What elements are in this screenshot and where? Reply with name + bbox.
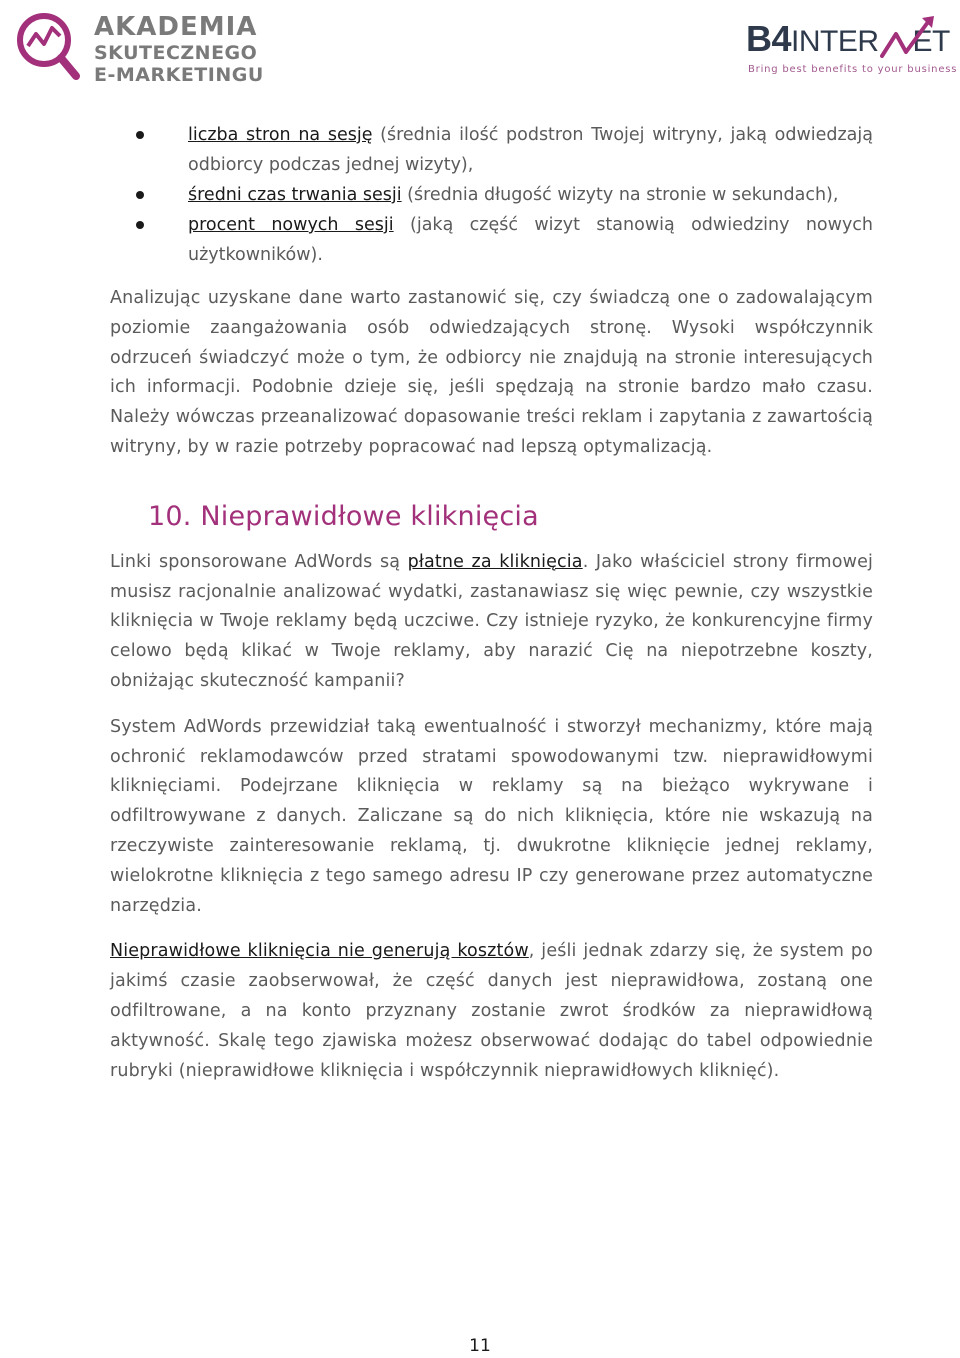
list-item xyxy=(110,210,873,270)
paragraph-sponsored-links xyxy=(110,548,873,697)
paragraph-analysis-part-b: Wysoki współczynnik odrzuceń świadczyć może o tym, że odbiorcy nie znajdują na stronie interesujących ich informacji. xyxy=(110,317,873,398)
paragraph-rest: Jako właściciel strony firmowej musisz racjonalnie analizować wydatki, zastanawiasz się więc pewnie, czy wszystkie kliknięcia w Twoje reklamy będą uczciwe. Czy istnieje ryzyko, że konkurencyjne firmy celowo będą klikać w Twoje reklamy, aby narazić Cię na niepotrzebne koszty, obniżając skuteczność kampanii? xyxy=(110,551,874,691)
list-item-text: (średnia długość wizyty na stronie w sekundach), xyxy=(401,185,839,205)
paragraph-emphasis: płatne za kliknięcia xyxy=(407,551,583,572)
brand-et: ET xyxy=(912,25,950,58)
main-content xyxy=(110,120,873,1086)
page-number: 11 xyxy=(469,1336,491,1356)
paragraph-lead: Linki sponsorowane AdWords są xyxy=(110,551,408,572)
akademia-logo xyxy=(14,8,264,88)
brand-tagline: Bring best benefits to your business xyxy=(748,64,958,75)
magnifier-chart-logo-icon xyxy=(14,10,84,84)
list-item-term: procent nowych sesji xyxy=(188,215,394,235)
bullet-icon xyxy=(136,221,144,229)
section-title: Nieprawidłowe kliknięcia xyxy=(200,500,539,532)
bullet-icon xyxy=(136,131,144,139)
paragraph-emphasis: Nieprawidłowe kliknięcia nie generują kosztów xyxy=(110,941,529,962)
logo-line-1: AKADEMIA xyxy=(94,12,258,42)
paragraph-analysis-part-c: Podobnie dzieje się, jeśli spędzają na stronie bardzo mało czasu. xyxy=(251,377,873,398)
section-number: 10. xyxy=(148,500,192,532)
metrics-list xyxy=(110,120,873,270)
list-item xyxy=(110,120,873,180)
list-item xyxy=(110,180,873,210)
list-item-term: średni czas trwania sesji xyxy=(188,185,402,205)
arrow-swoosh-icon xyxy=(876,12,946,64)
brand-b4: B4 xyxy=(746,18,792,59)
brand-inter: INTER xyxy=(791,25,879,58)
paragraph-text: System AdWords przewidział taką ewentualność i stworzył mechanizmy, które mają ochronić reklamodawców przed stratami spowodowanymi tzw. nieprawidłowymi kliknięciami. Podejrzane kliknięcia w reklamy są na bieżąco wykrywane i odfiltrowywane z danych. Zaliczane są do nich kliknięcia, które nie wskazują na rzeczywiste zainteresowanie reklamą, tj. dwukrotne kliknięcie jednej reklamy, wielokrotne kliknięcia z tego samego adresu IP czy generowane przez automatyczne narzędzia. xyxy=(110,716,873,916)
paragraph-rest: , jeśli jednak zdarzy się, że system po jakimś czasie zaobserwował, że część danych jest nieprawidłowa, zostaną one odfiltrowane, a na konto przyznany zostanie zwrot środków za nieprawidłową aktywność. Skalę tego zjawiska możesz obserwować dodając do tabel odpowiednie rubryki (nieprawidłowe kliknięcia i współczynnik nieprawidłowych kliknięć). xyxy=(110,941,874,1081)
section-heading xyxy=(148,501,873,532)
bullet-icon xyxy=(136,191,144,199)
paragraph-emphasis-end: . xyxy=(582,551,589,572)
paragraph-analysis-part-a: Analizując uzyskane dane warto zastanowić się, czy świadczą one o zadowalającym poziomie zaangażowania osób odwiedzających stronę. xyxy=(110,288,873,338)
paragraph-analysis-part-d: Należy wówczas przeanalizować dopasowanie treści reklam i zapytania z zawartością witryny, by w razie potrzeby popracować nad lepszą optymalizacją. xyxy=(110,407,873,457)
list-item-term: liczba stron na sesję xyxy=(188,125,373,145)
list-item-text: (średnia ilość podstron Twojej witryny, jaką odwiedzają odbiorcy podczas jednej wizyty), xyxy=(188,125,873,175)
list-item-text: (jaką część wizyt stanowią odwiedziny nowych użytkowników). xyxy=(188,215,874,265)
paragraph-invalid-clicks xyxy=(110,937,873,1086)
logo-line-3: E-MARKETINGU xyxy=(94,64,264,86)
logo-line-2: SKUTECZNEGO xyxy=(94,42,258,64)
paragraph-analysis xyxy=(110,284,873,463)
paragraph-adwords-system xyxy=(110,713,873,922)
b4internet-logo xyxy=(746,12,958,82)
